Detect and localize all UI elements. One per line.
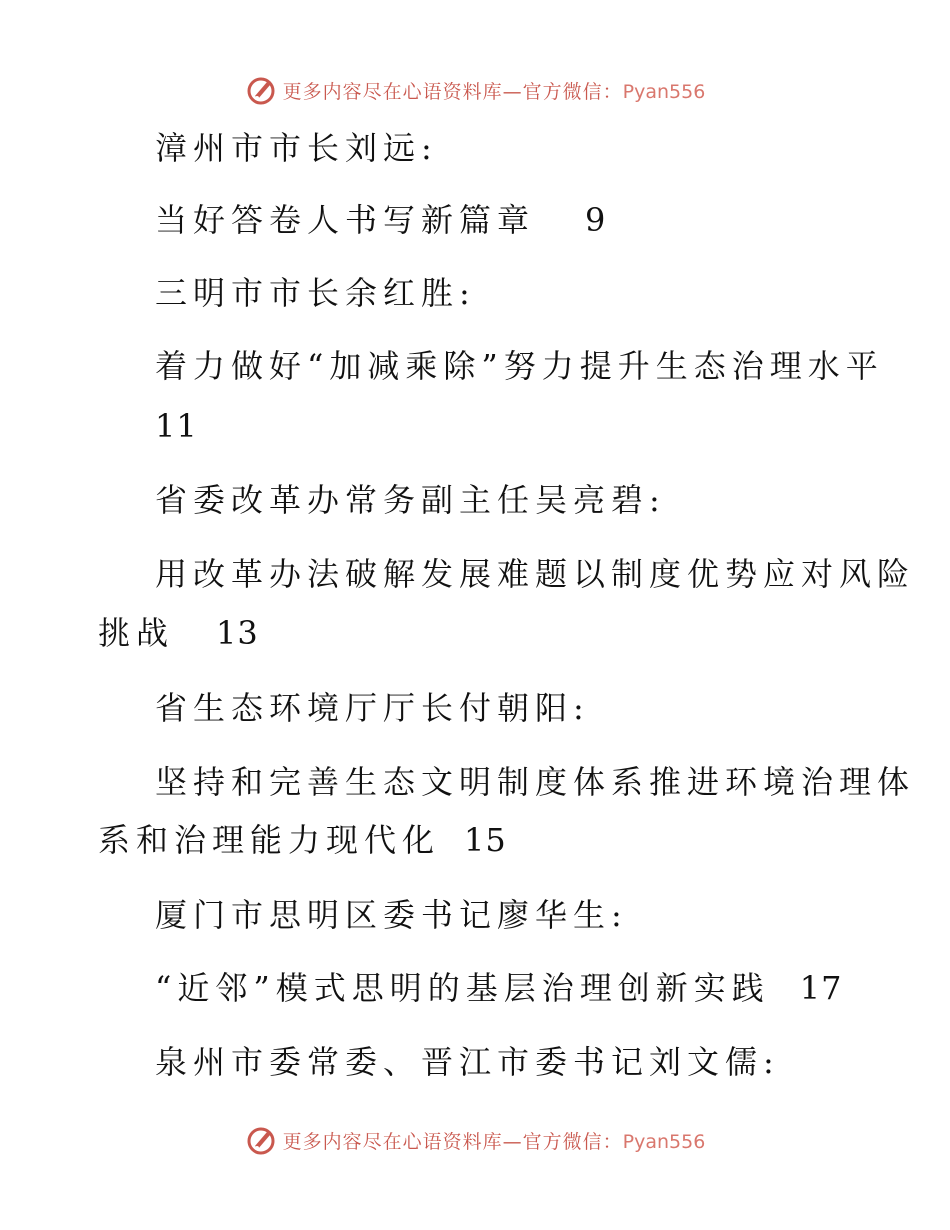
toc-entry-text: 系和治理能力现代化: [98, 821, 441, 859]
pen-nib-circle-icon: [245, 1124, 277, 1156]
toc-line: [155, 895, 628, 935]
header-watermark: [0, 70, 950, 110]
toc-entry-text: 当好答卷人书写新篇章: [155, 201, 536, 239]
toc-line: [155, 1042, 780, 1082]
toc-entry-text: “近邻”模式思明的基层治理创新实践: [155, 969, 770, 1007]
toc-line: [155, 346, 884, 386]
toc-line: [155, 128, 438, 168]
toc-entry-text: 漳州市市长刘远:: [155, 129, 438, 167]
toc-page-number: 11: [155, 407, 198, 445]
toc-entry-text: 三明市市长余红胜:: [155, 274, 476, 312]
watermark-label: 更多内容尽在心语资料库—官方微信：: [282, 1130, 623, 1153]
toc-line: [98, 613, 259, 653]
toc-entry-text: 挑战: [98, 614, 175, 652]
toc-line: [155, 406, 198, 446]
toc-entry-text: 省委改革办常务副主任吴亮碧:: [155, 481, 666, 519]
toc-entry-text: 着力做好“加减乘除”努力提升生态治理水平: [155, 347, 884, 385]
toc-line: [155, 480, 666, 520]
toc-line: [155, 200, 606, 240]
toc-line: [155, 688, 590, 728]
toc-line: [155, 762, 915, 802]
toc-entry-text: 用改革办法破解发展难题以制度优势应对风险: [155, 555, 916, 593]
toc-entry-text: 坚持和完善生态文明制度体系推进环境治理体: [155, 763, 916, 801]
toc-page-number: 13: [216, 614, 259, 652]
watermark-text: [283, 1127, 706, 1154]
watermark-id: Pyan556: [622, 1130, 706, 1153]
watermark-label: 更多内容尽在心语资料库—官方微信：: [282, 80, 623, 103]
toc-entry-text: 厦门市思明区委书记廖华生:: [155, 896, 628, 934]
watermark-id: Pyan556: [622, 80, 706, 103]
toc-line: [155, 273, 476, 313]
toc-line: [98, 820, 507, 860]
toc-page-number: 9: [585, 201, 607, 239]
toc-page-number: 17: [799, 969, 843, 1007]
toc-line: [155, 554, 915, 594]
toc-entry-text: 省生态环境厅厅长付朝阳:: [155, 689, 590, 727]
toc-line: [155, 968, 842, 1008]
footer-watermark: [0, 1120, 950, 1160]
watermark-text: [283, 77, 706, 104]
toc-page-number: 15: [464, 821, 507, 859]
pen-nib-circle-icon: [245, 74, 277, 106]
toc-entry-text: 泉州市委常委、晋江市委书记刘文儒:: [155, 1043, 780, 1081]
